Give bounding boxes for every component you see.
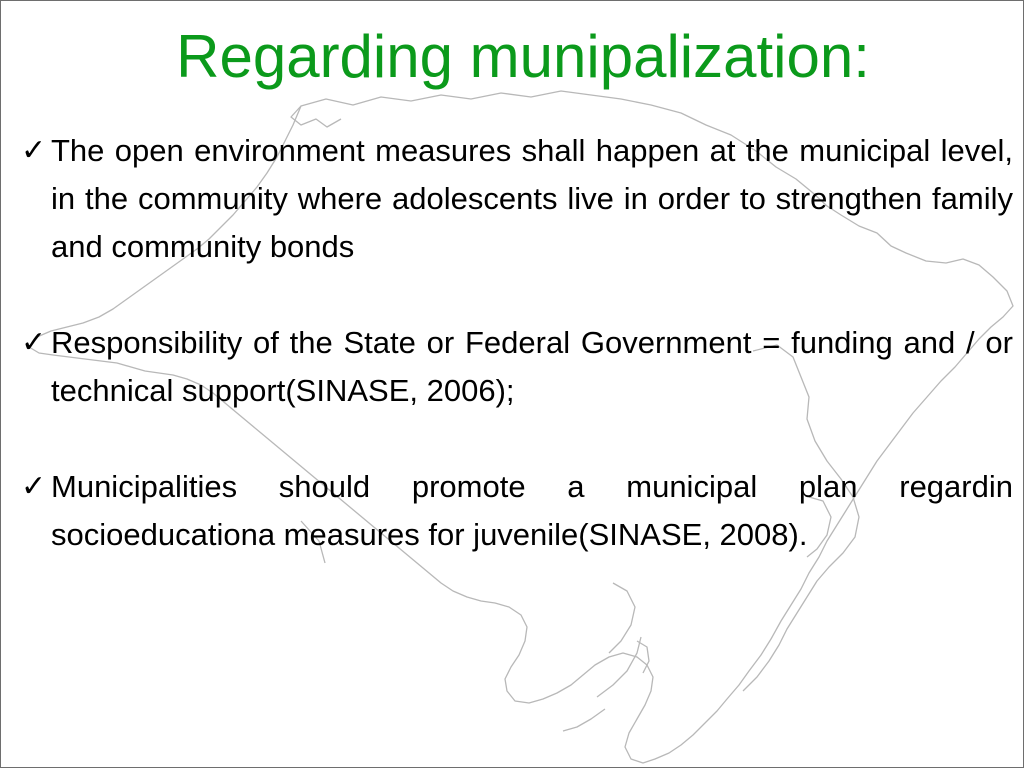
slide-title: Regarding munipalization:: [176, 23, 870, 90]
check-mark-icon: ✓: [21, 326, 47, 359]
check-mark-icon: ✓: [21, 470, 47, 503]
bullet-list: [1, 127, 1024, 559]
bullet-item: [1, 319, 1024, 415]
bullet-text: The open environment measures shall happen at the municipal level, in the community where adolescents live in order to strengthen family and community bonds: [51, 133, 1013, 264]
check-mark-icon: ✓: [21, 134, 47, 167]
bullet-text: Responsibility of the State or Federal Government = funding and / or technical support(SINASE, 2006);: [51, 325, 1013, 408]
bullet-text: Municipalities should promote a municipal plan regardin socioeducationa measures for juvenile(SINASE, 2008).: [51, 469, 1013, 552]
bullet-item: [1, 127, 1024, 271]
bullet-item: [1, 463, 1024, 559]
